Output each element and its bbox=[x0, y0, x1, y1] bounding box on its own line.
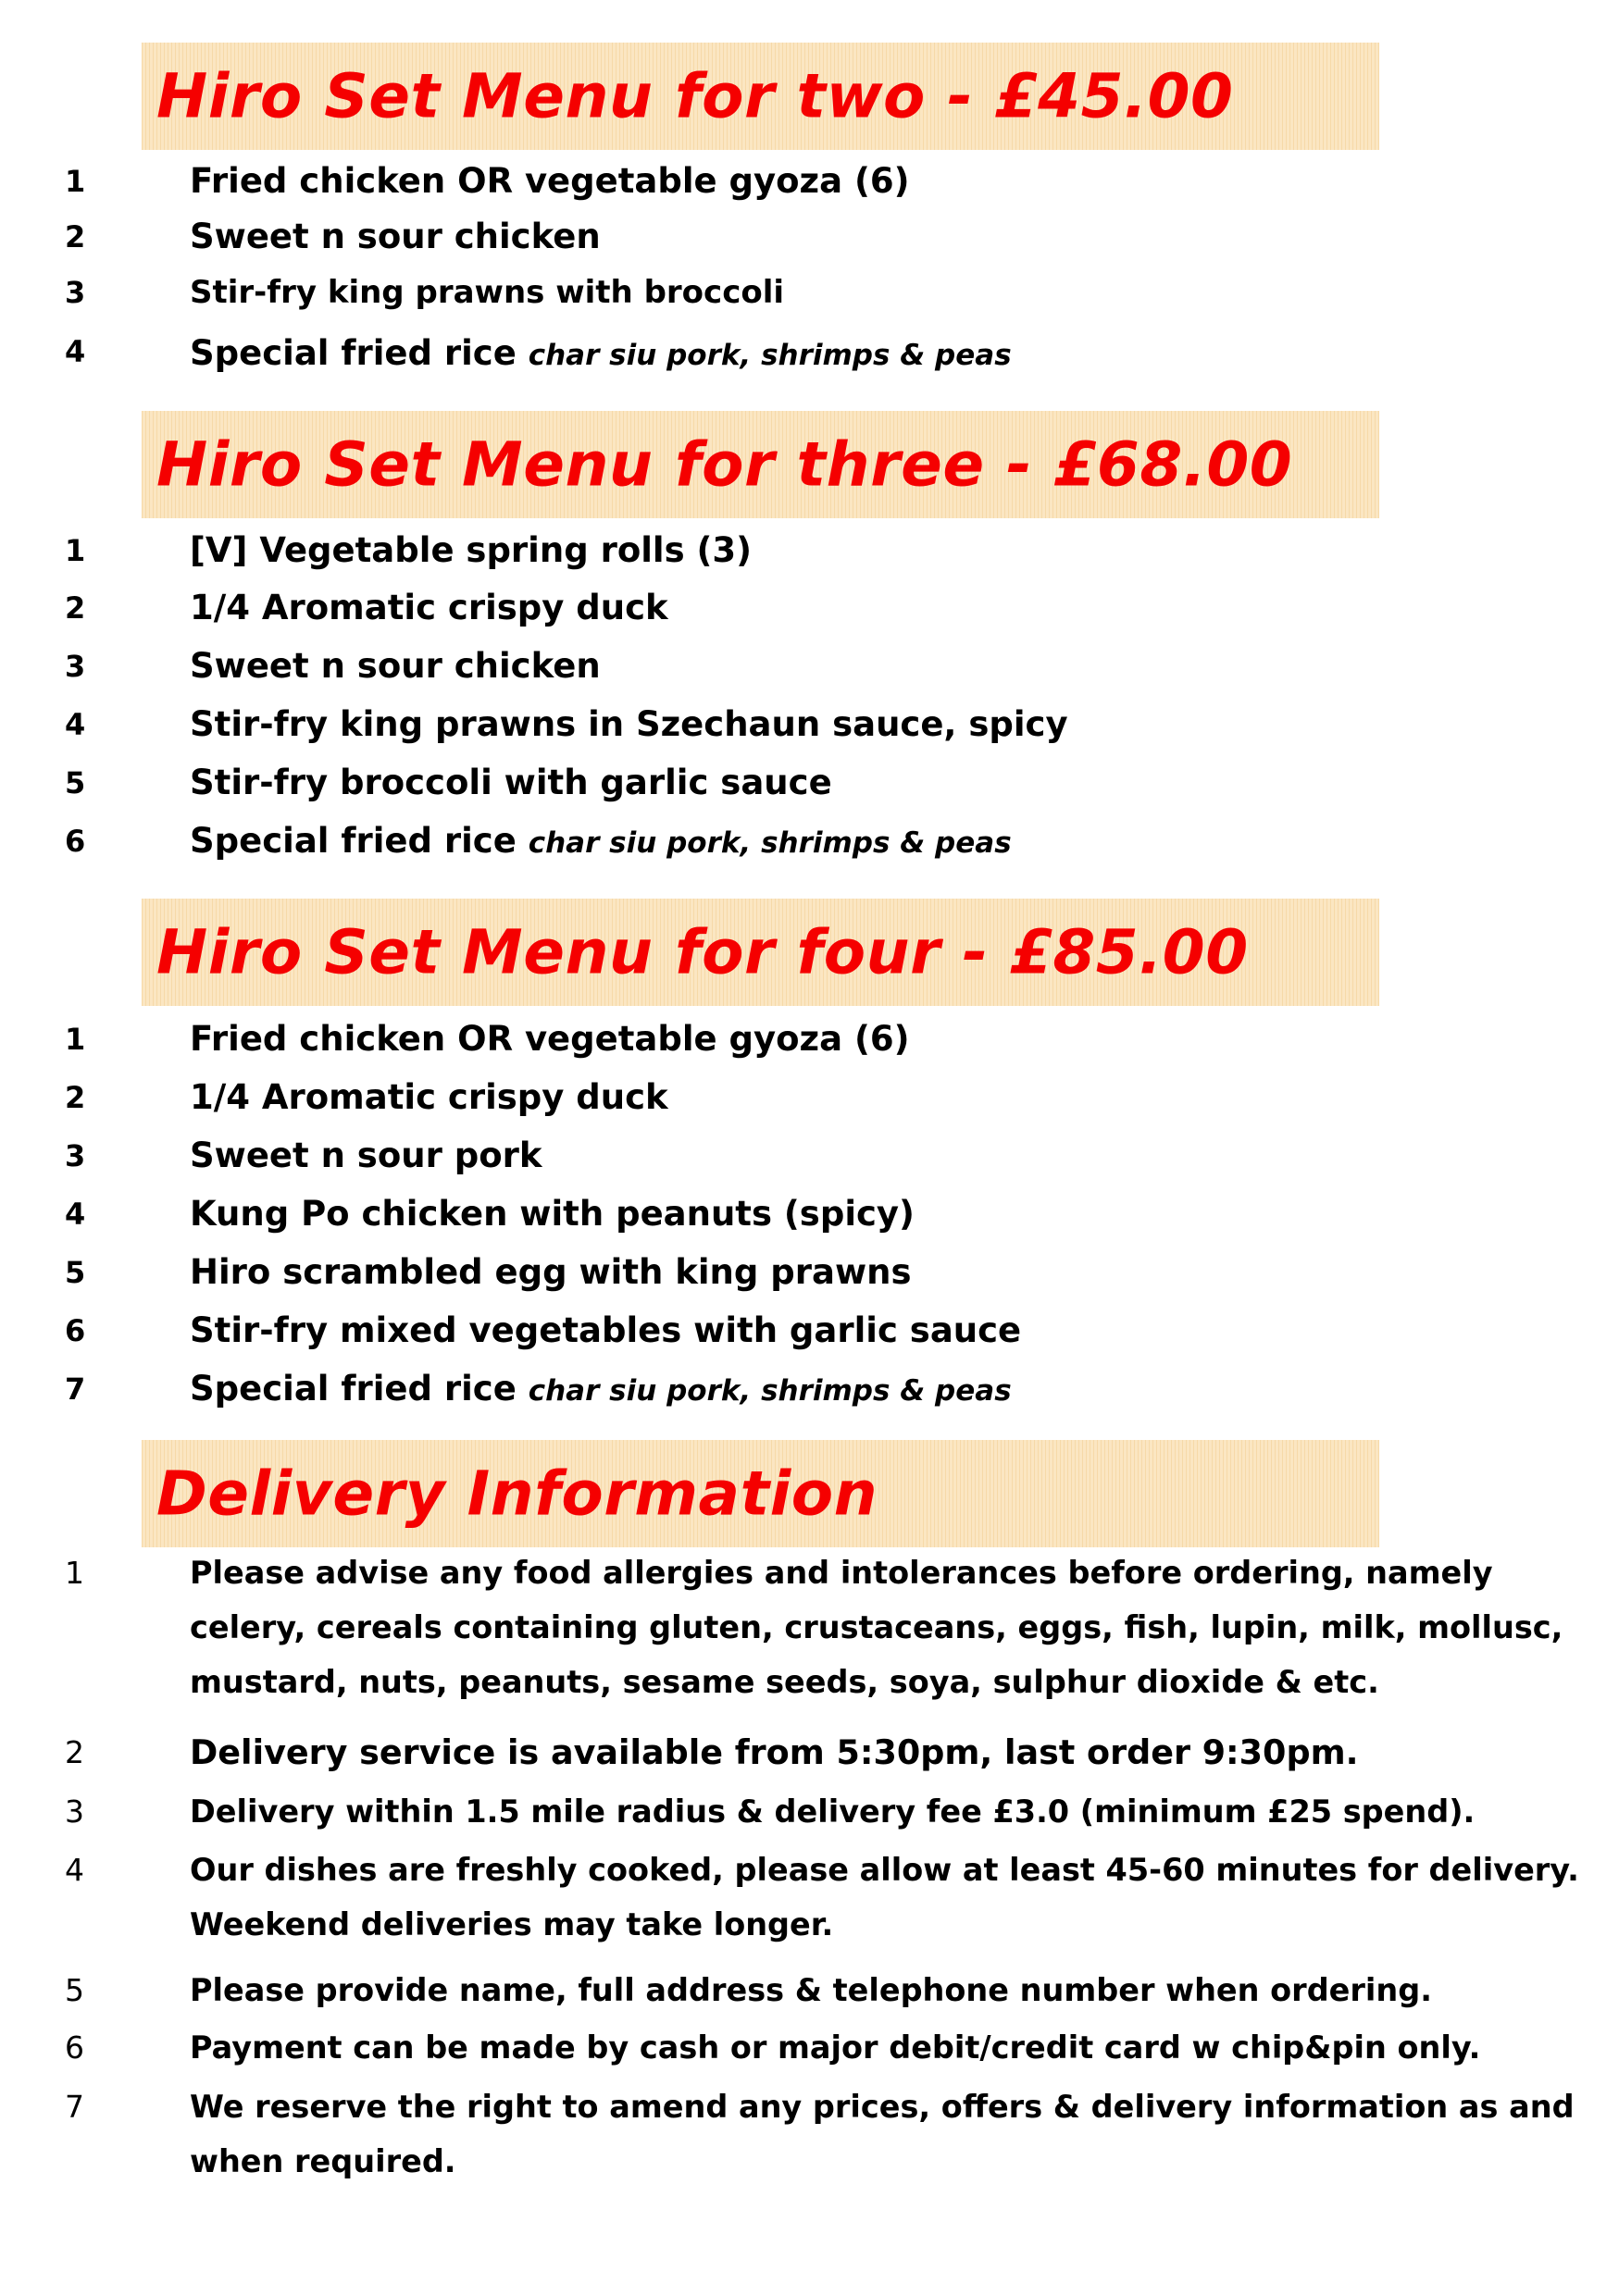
item-number: 3 bbox=[65, 275, 86, 310]
item-text: 1/4 Aromatic crispy duck bbox=[190, 1077, 668, 1117]
item-text: 1/4 Aromatic crispy duck bbox=[190, 588, 668, 627]
delivery-banner bbox=[142, 1440, 1379, 1547]
item-number: 7 bbox=[65, 2089, 84, 2125]
item-text: Stir-fry king prawns with broccoli bbox=[190, 274, 785, 311]
item-number: 6 bbox=[65, 1313, 86, 1348]
item-number: 7 bbox=[65, 1371, 86, 1407]
item-number: 1 bbox=[65, 164, 86, 199]
item-number: 2 bbox=[65, 1080, 86, 1115]
item-text: Kung Po chicken with peanuts (spicy) bbox=[190, 1194, 915, 1234]
item-text: Sweet n sour pork bbox=[190, 1136, 542, 1175]
item-text: Hiro scrambled egg with king prawns bbox=[190, 1252, 912, 1292]
item-number: 1 bbox=[65, 533, 86, 568]
delivery-title: Delivery Information bbox=[156, 1458, 878, 1530]
item-note: char siu pork, shrimps & peas bbox=[528, 339, 1012, 372]
item-text: Please advise any food allergies and intolerances before ordering, namely celery, cereals containing gluten, crustaceans, eggs, fish, lupin, milk, mollusc, mustard, nuts, peanuts, sesame seeds, soya, sulphur dioxide & etc. bbox=[190, 1555, 1563, 1700]
item-text: [V] Vegetable spring rolls (3) bbox=[190, 530, 753, 570]
item-name: Special fried rice bbox=[190, 1369, 517, 1409]
item-number: 3 bbox=[65, 1138, 86, 1173]
item-text bbox=[190, 819, 1012, 865]
item-number: 4 bbox=[65, 707, 86, 742]
item-note: char siu pork, shrimps & peas bbox=[528, 1374, 1012, 1408]
item-number: 1 bbox=[65, 1022, 86, 1057]
item-number: 5 bbox=[65, 1972, 84, 2008]
item-number: 5 bbox=[65, 765, 86, 800]
item-number: 3 bbox=[65, 1793, 84, 1830]
item-text: Stir-fry broccoli with garlic sauce bbox=[190, 763, 832, 802]
item-text bbox=[190, 1367, 1012, 1413]
item-number: 5 bbox=[65, 1255, 86, 1290]
menu-two-title: Hiro Set Menu for two - £45.00 bbox=[156, 60, 1234, 132]
item-number: 2 bbox=[65, 1734, 84, 1770]
item-name: Special fried rice bbox=[190, 821, 517, 861]
item-number: 2 bbox=[65, 590, 86, 626]
menu-two-banner bbox=[142, 43, 1379, 150]
item-text: Our dishes are freshly cooked, please allow at least 45-60 minutes for delivery. Weekend deliveries may take longer. bbox=[190, 1852, 1579, 1942]
menu-three-banner bbox=[142, 411, 1379, 518]
item-text: Fried chicken OR vegetable gyoza (6) bbox=[190, 161, 910, 201]
menu-four-title: Hiro Set Menu for four - £85.00 bbox=[156, 916, 1249, 988]
item-text: Sweet n sour chicken bbox=[190, 646, 601, 686]
item-number: 3 bbox=[65, 649, 86, 684]
item-number: 2 bbox=[65, 219, 86, 254]
item-number: 1 bbox=[65, 1555, 84, 1591]
item-text: Stir-fry king prawns in Szechaun sauce, spicy bbox=[190, 704, 1068, 744]
item-text: Payment can be made by cash or major debit/credit card w chip&pin only. bbox=[190, 2029, 1481, 2066]
item-number: 4 bbox=[65, 334, 86, 369]
item-text: We reserve the right to amend any prices, offers & delivery information as and when required. bbox=[190, 2089, 1575, 2179]
item-number: 4 bbox=[65, 1852, 84, 1888]
item-note: char siu pork, shrimps & peas bbox=[528, 826, 1012, 860]
item-text bbox=[190, 331, 1012, 378]
item-text: Delivery service is available from 5:30pm, last order 9:30pm. bbox=[190, 1732, 1359, 1772]
item-number: 4 bbox=[65, 1197, 86, 1232]
item-text: Stir-fry mixed vegetables with garlic sauce bbox=[190, 1310, 1022, 1350]
item-text: Fried chicken OR vegetable gyoza (6) bbox=[190, 1019, 910, 1059]
item-text: Delivery within 1.5 mile radius & delivery fee £3.0 (minimum £25 spend). bbox=[190, 1793, 1476, 1830]
item-number: 6 bbox=[65, 2029, 84, 2066]
menu-three-title: Hiro Set Menu for three - £68.00 bbox=[156, 428, 1293, 501]
item-text: Sweet n sour chicken bbox=[190, 217, 601, 256]
menu-four-banner bbox=[142, 899, 1379, 1006]
item-name: Special fried rice bbox=[190, 333, 517, 373]
item-text: Please provide name, full address & telephone number when ordering. bbox=[190, 1972, 1432, 2008]
item-number: 6 bbox=[65, 824, 86, 859]
